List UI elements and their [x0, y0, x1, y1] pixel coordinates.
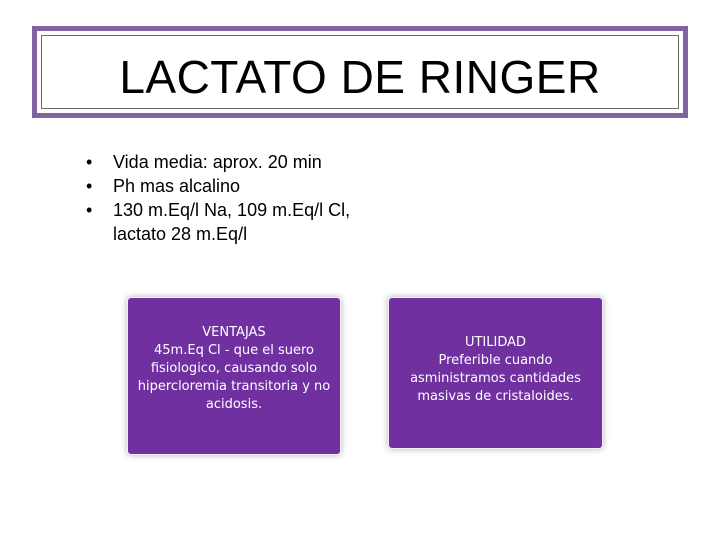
- slide-title: LACTATO DE RINGER: [119, 51, 601, 103]
- bullet-text: Vida media: aprox. 20 min: [113, 152, 322, 172]
- ventajas-text-line-3: hipercloremia transitoria y no: [137, 379, 331, 394]
- ventajas-text-line-1: 45m.Eq Cl - que el suero: [154, 343, 314, 358]
- bullet-text-line-1: 130 m.Eq/l Na, 109 m.Eq/l Cl,: [113, 200, 351, 220]
- bullet-list: [86, 150, 406, 246]
- utilidad-card: [389, 298, 602, 448]
- ventajas-text-line-2: fisiologico, causando solo: [150, 361, 318, 376]
- title-frame: [32, 26, 688, 118]
- utilidad-text-line-3: masivas de cristaloides.: [417, 389, 574, 404]
- bullet-icon: •: [86, 176, 93, 196]
- bullet-icon: •: [86, 152, 93, 172]
- bullet-icon: •: [86, 200, 93, 220]
- utilidad-text-line-1: Preferible cuando: [438, 353, 553, 368]
- utilidad-text-line-2: asministramos cantidades: [410, 371, 581, 386]
- bullet-text: Ph mas alcalino: [113, 176, 241, 196]
- bullet-item-composicion: [86, 198, 406, 246]
- bullet-text-line-2: lactato 28 m.Eq/l: [113, 224, 248, 244]
- ventajas-card: [128, 298, 340, 454]
- utilidad-heading: UTILIDAD: [464, 335, 527, 350]
- ventajas-text-line-4: acidosis.: [205, 397, 263, 412]
- bullet-item-ph: [86, 174, 406, 198]
- ventajas-heading: VENTAJAS: [202, 325, 266, 340]
- bullet-item-vida-media: [86, 150, 406, 174]
